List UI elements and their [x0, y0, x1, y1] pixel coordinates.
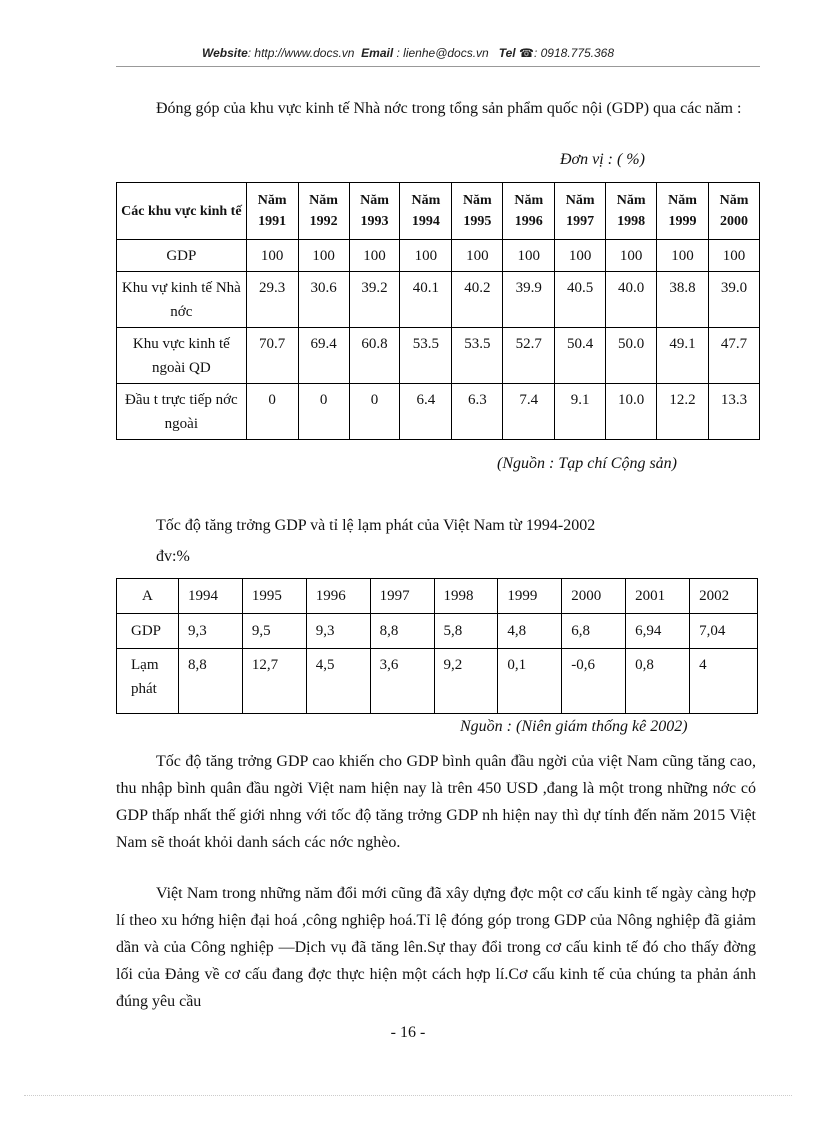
table-cell: 100	[400, 240, 452, 272]
table-cell: 49.1	[657, 328, 709, 384]
table-cell: 0	[298, 384, 349, 440]
table-cell: 100	[246, 240, 298, 272]
table2-header-cell: 1999	[498, 579, 562, 614]
table2-header-row	[117, 579, 758, 614]
table2-header-cell: A	[117, 579, 179, 614]
table-cell: 38.8	[657, 272, 709, 328]
table-cell: 39.9	[503, 272, 555, 328]
table-cell: 100	[452, 240, 503, 272]
table-cell: 4,5	[306, 649, 370, 714]
table1-header-cell: Năm 1992	[298, 183, 349, 240]
table2-unit: đv:%	[156, 548, 190, 565]
table1-source: (Nguồn : Tạp chí Cộng sản)	[497, 455, 677, 472]
table2-header-cell: 1996	[306, 579, 370, 614]
table1-header-cell: Năm 2000	[708, 183, 759, 240]
gdp-growth-inflation-table	[116, 578, 758, 714]
page-header	[0, 46, 816, 60]
table-cell: 0,1	[498, 649, 562, 714]
body-paragraph: Tốc độ tăng trởng GDP cao khiến cho GDP bình quân đầu ngời của việt Nam cũng tăng cao, thu nhập bình quân đầu ngời Việt nam hiện nay là trên 450 USD ,đang là một trong những nớc có GDP thấp nhất thế giới nhng với tốc độ tăng trởng GDP nh hiện nay thì dự tính đến năm 2015 Việt Nam sẽ thoát khỏi danh sách các nớc nghèo.	[116, 753, 756, 851]
table-cell: 6.4	[400, 384, 452, 440]
table-cell: 69.4	[298, 328, 349, 384]
tel-label: Tel	[498, 46, 516, 60]
table-cell: 4,8	[498, 614, 562, 649]
table-cell: 4	[690, 649, 758, 714]
table-cell: 3,6	[370, 649, 434, 714]
table1-header-cell: Năm 1991	[246, 183, 298, 240]
website-value: : http://www.docs.vn	[247, 46, 355, 60]
table-cell: 40.0	[606, 272, 657, 328]
table-row	[117, 328, 760, 384]
table2-header-cell: 2002	[690, 579, 758, 614]
table-cell: 100	[349, 240, 400, 272]
table-cell: 100	[708, 240, 759, 272]
table-row	[117, 614, 758, 649]
website-label: Website	[201, 46, 248, 60]
table-cell: Đầu t trực tiếp nớc ngoài	[117, 384, 247, 440]
table1-header-cell: Các khu vực kinh tế	[117, 183, 247, 240]
table-cell: GDP	[117, 240, 247, 272]
table2-header-cell: 1998	[434, 579, 498, 614]
table2-title: Tốc độ tăng trởng GDP và tỉ lệ lạm phát của Việt Nam từ 1994-2002	[156, 517, 596, 534]
email-value: : lienhe@docs.vn	[396, 46, 489, 60]
table-row	[117, 384, 760, 440]
table-cell: 100	[555, 240, 606, 272]
gdp-contribution-table	[116, 182, 760, 440]
email-label: Email	[361, 46, 394, 60]
body-paragraph: Việt Nam trong những năm đổi mới cũng đã xây dựng đợc một cơ cấu kinh tế ngày càng hợp lí theo xu hớng hiện đại hoá ,công nghiệp hoá.Tỉ lệ đóng góp trong GDP của Nông nghiệp đã giảm dần và của Công nghiệp —Dịch vụ đã tăng lên.Sự thay đổi trong cơ cấu kinh tế đó cho thấy đờng lối của Đảng về cơ cấu đang đợc thực hiện một cách hợp lí.Cơ cấu kinh tế của chúng ta phản ánh đúng yêu cầu	[116, 885, 756, 1010]
table-cell: 6.3	[452, 384, 503, 440]
table-cell: -0,6	[562, 649, 626, 714]
table-cell: Lạm phát	[117, 649, 179, 714]
table-cell: 5,8	[434, 614, 498, 649]
table-cell: 10.0	[606, 384, 657, 440]
table-cell: 9,3	[306, 614, 370, 649]
table-row	[117, 272, 760, 328]
table-cell: 70.7	[246, 328, 298, 384]
table-cell: 53.5	[452, 328, 503, 384]
tel-value: : 0918.775.368	[533, 46, 615, 60]
intro-paragraph: Đóng góp của khu vực kinh tế Nhà nớc trong tổng sản phẩm quốc nội (GDP) qua các năm :	[156, 100, 742, 117]
table1-header-cell: Năm 1998	[606, 183, 657, 240]
table-cell: 7.4	[503, 384, 555, 440]
table1-header-cell: Năm 1993	[349, 183, 400, 240]
table-cell: 100	[657, 240, 709, 272]
phone-icon: ☎	[519, 46, 534, 60]
table2-header-cell: 2001	[626, 579, 690, 614]
table-cell: 50.4	[555, 328, 606, 384]
table-cell: 40.5	[555, 272, 606, 328]
table-cell: 13.3	[708, 384, 759, 440]
table-cell: 9.1	[555, 384, 606, 440]
table2-header-cell: 2000	[562, 579, 626, 614]
table1-header-cell: Năm 1996	[503, 183, 555, 240]
table1-header-cell: Năm 1995	[452, 183, 503, 240]
table1-header-cell: Năm 1997	[555, 183, 606, 240]
table-row	[117, 240, 760, 272]
table-cell: 40.1	[400, 272, 452, 328]
table2-source: Nguồn : (Niên giám thống kê 2002)	[460, 718, 688, 735]
table2-header-cell: 1994	[178, 579, 242, 614]
table-cell: 60.8	[349, 328, 400, 384]
table-cell: 0	[246, 384, 298, 440]
table-cell: 9,5	[242, 614, 306, 649]
table-cell: GDP	[117, 614, 179, 649]
table-cell: 0,8	[626, 649, 690, 714]
table1-header-row	[117, 183, 760, 240]
table-cell: 8,8	[370, 614, 434, 649]
table-cell: 29.3	[246, 272, 298, 328]
table-cell: 9,2	[434, 649, 498, 714]
table-cell: 12.2	[657, 384, 709, 440]
table-cell: 9,3	[178, 614, 242, 649]
table-cell: Khu vực kinh tế ngoài QD	[117, 328, 247, 384]
table-cell: 53.5	[400, 328, 452, 384]
table-cell: 100	[503, 240, 555, 272]
table1-header-cell: Năm 1999	[657, 183, 709, 240]
table-cell: 100	[606, 240, 657, 272]
table-cell: 40.2	[452, 272, 503, 328]
table-cell: 39.0	[708, 272, 759, 328]
table-cell: 8,8	[178, 649, 242, 714]
table-cell: 6,8	[562, 614, 626, 649]
table-cell: 7,04	[690, 614, 758, 649]
table-cell: 52.7	[503, 328, 555, 384]
header-divider	[116, 66, 760, 67]
table-cell: 6,94	[626, 614, 690, 649]
table1-header-cell: Năm 1994	[400, 183, 452, 240]
table-cell: 100	[298, 240, 349, 272]
footer-divider	[24, 1095, 792, 1096]
table-cell: 50.0	[606, 328, 657, 384]
table-cell: 47.7	[708, 328, 759, 384]
table-cell: 30.6	[298, 272, 349, 328]
table2-header-cell: 1995	[242, 579, 306, 614]
table-cell: 0	[349, 384, 400, 440]
table-cell: Khu vự kinh tế Nhà nớc	[117, 272, 247, 328]
table1-unit: Đơn vị : ( %)	[560, 151, 645, 168]
table-cell: 12,7	[242, 649, 306, 714]
table-cell: 39.2	[349, 272, 400, 328]
page-number: - 16 -	[390, 1024, 426, 1041]
table2-header-cell: 1997	[370, 579, 434, 614]
table-row	[117, 649, 758, 714]
